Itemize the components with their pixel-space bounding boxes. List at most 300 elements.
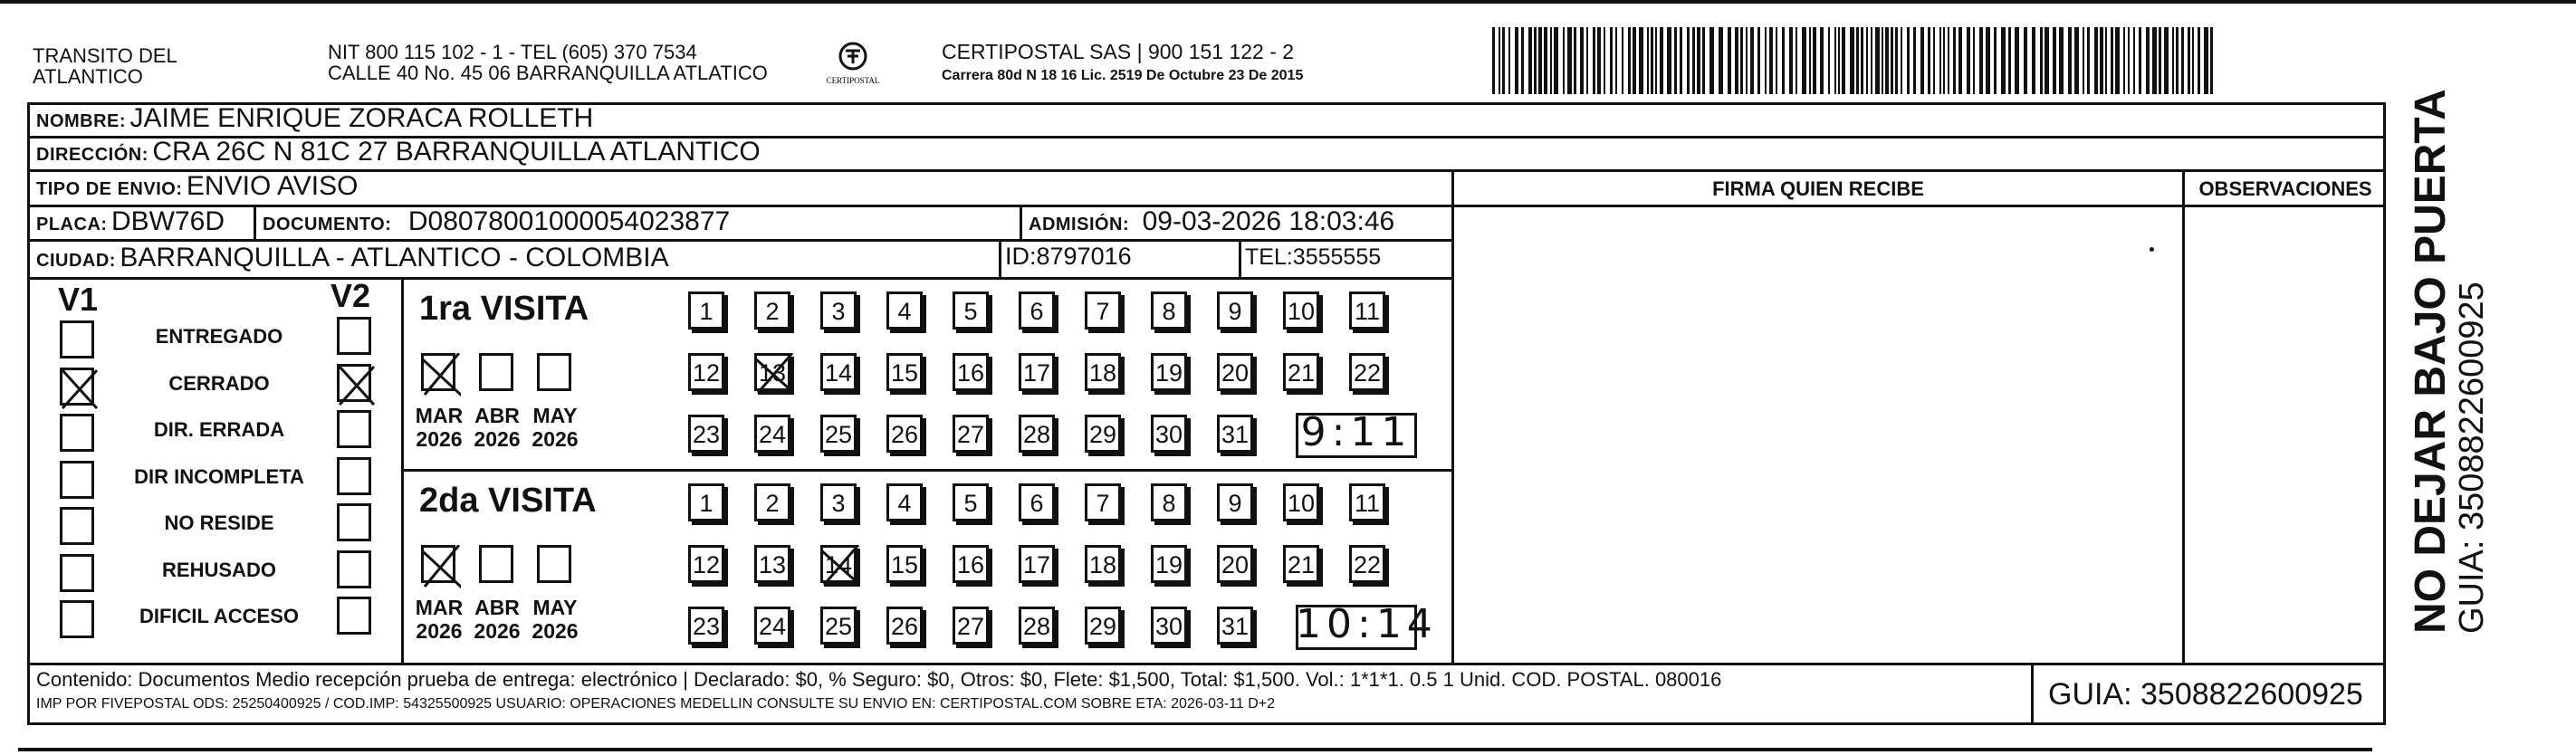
- barcode-bar: [1586, 27, 1588, 94]
- address-line: CALLE 40 No. 45 06 BARRANQUILLA ATLATICO: [328, 62, 768, 84]
- visit-title: 2da VISITA: [419, 482, 597, 520]
- city-row-rule: [27, 277, 1453, 280]
- barcode-bar: [2152, 27, 2157, 94]
- barcode: [1492, 27, 2217, 94]
- signature-header: FIRMA QUIEN RECIBE: [1712, 177, 1924, 200]
- id-label: ID:: [1005, 243, 1037, 270]
- plate-value: DBW76D: [111, 206, 225, 236]
- admission-field: [1029, 206, 1394, 237]
- month-checkbox[interactable]: [421, 545, 455, 583]
- barcode-bar: [1728, 27, 1731, 94]
- barcode-bar: [2100, 27, 2103, 94]
- company-line-1: TRANSITO DEL: [33, 44, 177, 67]
- barcode-bar: [2001, 27, 2006, 94]
- day-box[interactable]: 26: [886, 607, 923, 645]
- barcode-bar: [1639, 27, 1643, 94]
- barcode-bar: [1907, 27, 1910, 94]
- visit-title: 1ra VISITA: [419, 290, 589, 328]
- barcode-bar: [1687, 27, 1690, 94]
- barcode-bar: [1842, 27, 1845, 94]
- day-box[interactable]: 9: [1217, 291, 1253, 330]
- document-field: [263, 206, 730, 237]
- carrier-line: CERTIPOSTAL SAS | 900 151 122 - 2: [942, 40, 1295, 63]
- city-field: [36, 243, 669, 273]
- barcode-bar: [2198, 27, 2200, 94]
- barcode-bar: [1740, 27, 1743, 94]
- address-row-rule: [27, 169, 2386, 172]
- barcode-bar: [2105, 27, 2107, 94]
- barcode-bar: [2068, 27, 2072, 94]
- observations-header: OBSERVACIONES: [2198, 177, 2372, 200]
- address-label: DIRECCIÓN:: [36, 145, 148, 165]
- barcode-bar: [1550, 27, 1552, 94]
- day-box[interactable]: 27: [953, 415, 989, 453]
- day-box[interactable]: 17: [1019, 545, 1055, 583]
- v1-checkbox[interactable]: [60, 320, 94, 358]
- day-box[interactable]: 24: [754, 415, 790, 453]
- day-box[interactable]: 11: [1349, 291, 1385, 330]
- day-box[interactable]: 13: [754, 353, 790, 391]
- barcode-bar: [1697, 27, 1700, 94]
- barcode-bar: [1615, 27, 1617, 94]
- v2-checkbox[interactable]: [337, 457, 371, 495]
- barcode-bar: [1528, 27, 1532, 94]
- day-box[interactable]: 11: [1349, 483, 1385, 521]
- day-box[interactable]: 19: [1151, 353, 1187, 391]
- barcode-bar: [1574, 27, 1576, 94]
- barcode-bar: [1979, 27, 1983, 94]
- barcode-bar: [1871, 27, 1872, 94]
- day-box[interactable]: 16: [953, 353, 989, 391]
- barcode-bar: [1628, 27, 1631, 94]
- logo-text: CERTIPOSTAL: [826, 76, 880, 85]
- v1-checkbox[interactable]: [60, 414, 94, 452]
- barcode-bar: [1813, 27, 1816, 94]
- barcode-bar: [1948, 27, 1949, 94]
- barcode-bar: [2087, 27, 2090, 94]
- status-reason-label: DIR INCOMPLETA: [134, 464, 304, 488]
- barcode-bar: [1861, 27, 1863, 94]
- day-box[interactable]: 4: [886, 291, 923, 330]
- barcode-bar: [1866, 27, 1868, 94]
- x-mark-icon: [336, 363, 378, 408]
- status-reason-label: REHUSADO: [162, 558, 276, 581]
- day-box[interactable]: 25: [820, 607, 857, 645]
- barcode-bar: [2115, 27, 2120, 94]
- status-reason-label: CERRADO: [168, 371, 270, 395]
- barcode-bar: [2188, 27, 2190, 94]
- barcode-bar: [1567, 27, 1572, 94]
- barcode-bar: [2204, 27, 2208, 94]
- barcode-bar: [1953, 27, 1956, 94]
- barcode-bar: [1544, 27, 1547, 94]
- day-box[interactable]: 10: [1283, 291, 1319, 330]
- visit-separator-rule: [401, 469, 1453, 472]
- day-box[interactable]: 20: [1217, 353, 1253, 391]
- barcode-bar: [1534, 27, 1537, 94]
- day-box[interactable]: 31: [1217, 415, 1253, 453]
- barcode-bar: [1660, 27, 1663, 94]
- day-box[interactable]: 16: [953, 545, 989, 583]
- barcode-bar: [1838, 27, 1840, 94]
- barcode-bar: [2128, 27, 2130, 94]
- v1-checkbox[interactable]: [60, 507, 94, 545]
- barcode-bar: [1667, 27, 1671, 94]
- license-line: Carrera 80d N 18 16 Lic. 2519 De Octubre 23 De 2015: [942, 68, 1304, 83]
- plate-label: PLACA:: [36, 215, 108, 234]
- x-mark-icon: [421, 353, 461, 397]
- v2-checkbox[interactable]: [337, 503, 371, 541]
- type-row: [36, 171, 358, 202]
- barcode-bar: [1593, 27, 1595, 94]
- day-box[interactable]: 5: [953, 291, 989, 330]
- tel-field: [1245, 244, 1381, 271]
- barcode-bar: [2083, 27, 2084, 94]
- x-mark-icon: [421, 545, 461, 588]
- x-mark-icon: [59, 367, 101, 412]
- month-name: ABR: [474, 596, 520, 619]
- barcode-bar: [1882, 27, 1883, 94]
- month-year: 2026: [474, 427, 521, 451]
- day-box[interactable]: 26: [886, 415, 923, 453]
- status-reason-label: DIFICIL ACCESO: [139, 605, 299, 627]
- barcode-bar: [1633, 27, 1636, 94]
- side-warning: [2407, 89, 2491, 634]
- observations-area[interactable]: [2185, 207, 2386, 663]
- barcode-bar: [2139, 27, 2141, 94]
- barcode-bar: [1597, 27, 1601, 94]
- day-box[interactable]: 2: [754, 291, 790, 330]
- v2-checkbox[interactable]: [337, 550, 371, 588]
- barcode-bar: [2008, 27, 2011, 94]
- barcode-bar: [1735, 27, 1738, 94]
- day-box[interactable]: 25: [820, 415, 857, 453]
- status-reason-label: ENTREGADO: [155, 325, 283, 348]
- day-box[interactable]: 21: [1283, 353, 1319, 391]
- v1-label: V1: [58, 281, 99, 318]
- month-label: [528, 404, 582, 451]
- certipostal-logo-icon: [826, 40, 880, 91]
- bottom-rule: [18, 748, 2372, 751]
- month-checkbox[interactable]: [537, 353, 571, 391]
- v1-checkbox[interactable]: [60, 461, 94, 499]
- day-box[interactable]: 22: [1349, 545, 1385, 583]
- month-label: [412, 404, 466, 451]
- barcode-bar: [1885, 27, 1889, 94]
- day-box[interactable]: 29: [1085, 607, 1121, 645]
- barcode-bar: [1563, 27, 1565, 94]
- barcode-bar: [2045, 27, 2049, 94]
- barcode-bar: [1856, 27, 1859, 94]
- v2-label: V2: [330, 277, 371, 314]
- barcode-bar: [1802, 27, 1806, 94]
- month-name: ABR: [474, 404, 520, 427]
- barcode-bar: [1939, 27, 1941, 94]
- barcode-bar: [1820, 27, 1824, 94]
- barcode-bar: [2172, 27, 2174, 94]
- address-row: [36, 137, 761, 167]
- barcode-bar: [1933, 27, 1935, 94]
- name-label: NOMBRE:: [36, 111, 127, 131]
- barcode-bar: [2146, 27, 2150, 94]
- month-name: MAY: [532, 596, 578, 619]
- plate-field: [36, 206, 225, 237]
- barcode-bar: [1647, 27, 1649, 94]
- day-box[interactable]: 10: [1283, 483, 1319, 521]
- barcode-bar: [1913, 27, 1916, 94]
- barcode-bar: [2164, 27, 2169, 94]
- tel-value: 3555555: [1292, 244, 1382, 270]
- month-year: 2026: [531, 427, 579, 451]
- tel-divider: [1239, 239, 1241, 277]
- day-box[interactable]: 13: [754, 545, 790, 583]
- day-box[interactable]: 14: [820, 545, 857, 583]
- barcode-bar: [1499, 27, 1500, 94]
- barcode-bar: [1967, 27, 1970, 94]
- day-box[interactable]: 17: [1019, 353, 1055, 391]
- month-label: [470, 596, 524, 643]
- barcode-bar: [1651, 27, 1653, 94]
- barcode-bar: [1515, 27, 1518, 94]
- month-checkbox[interactable]: [421, 353, 455, 391]
- side-warning-line2: GUIA: 3508822600925: [2453, 282, 2491, 634]
- barcode-bar: [1502, 27, 1505, 94]
- barcode-bar: [1796, 27, 1797, 94]
- admission-divider: [1020, 205, 1022, 239]
- top-rule: [0, 0, 2576, 4]
- day-box[interactable]: 15: [886, 353, 923, 391]
- signature-area[interactable]: [1454, 207, 2182, 663]
- visit-time: 9:11: [1300, 409, 1412, 455]
- barcode-bar: [2024, 27, 2027, 94]
- day-box[interactable]: 30: [1151, 415, 1187, 453]
- month-name: MAY: [532, 404, 578, 427]
- month-year: 2026: [416, 427, 463, 451]
- id-divider: [999, 239, 1001, 277]
- barcode-bar: [1674, 27, 1677, 94]
- plate-divider: [254, 205, 256, 239]
- v1-checkbox[interactable]: [60, 554, 94, 592]
- name-value: JAIME ENRIQUE ZORACA ROLLETH: [129, 103, 594, 133]
- v2-checkbox[interactable]: [337, 410, 371, 448]
- day-box[interactable]: 2: [754, 483, 790, 521]
- day-box[interactable]: 18: [1085, 545, 1121, 583]
- status-left-border: [401, 277, 404, 663]
- day-box[interactable]: 1: [688, 483, 724, 521]
- barcode-bar: [1895, 27, 1898, 94]
- day-box[interactable]: 28: [1019, 607, 1055, 645]
- barcode-bar: [2181, 27, 2184, 94]
- barcode-bar: [2015, 27, 2019, 94]
- month-name: MAR: [415, 404, 464, 427]
- barcode-bar: [1604, 27, 1605, 94]
- barcode-bar: [1492, 27, 1495, 94]
- x-mark-icon: [754, 353, 794, 395]
- barcode-bar: [2053, 27, 2056, 94]
- v2-checkbox[interactable]: [337, 317, 371, 355]
- v2-checkbox[interactable]: [337, 597, 371, 635]
- day-box[interactable]: 24: [754, 607, 790, 645]
- day-box[interactable]: 5: [953, 483, 989, 521]
- day-box[interactable]: 12: [688, 545, 724, 583]
- barcode-bar: [2040, 27, 2043, 94]
- barcode-bar: [1622, 27, 1623, 94]
- barcode-bar: [1928, 27, 1930, 94]
- barcode-bar: [2123, 27, 2125, 94]
- content-line: Contenido: Documentos Medio recepción prueba de entrega: electrónico | Declarado: $0, % Seguro: $0, Otros: $0, Flete: $1,500, Total: $1,500. Vol.: 1*1*1. 0.5 1 Unid. COD. POSTAL. 080016: [36, 668, 1722, 691]
- company-line-2: ATLANTICO: [33, 65, 143, 88]
- id-value: 8797016: [1036, 243, 1132, 270]
- day-box[interactable]: 1: [688, 291, 724, 330]
- barcode-bar: [2159, 27, 2161, 94]
- day-box[interactable]: 12: [688, 353, 724, 391]
- type-label: TIPO DE ENVIO:: [36, 179, 183, 199]
- month-name: MAR: [415, 596, 464, 619]
- month-checkbox[interactable]: [537, 545, 571, 583]
- day-box[interactable]: 23: [688, 415, 724, 453]
- barcode-bar: [1746, 27, 1748, 94]
- barcode-bar: [1769, 27, 1773, 94]
- barcode-bar: [1580, 27, 1584, 94]
- barcode-bar: [2192, 27, 2194, 94]
- day-box[interactable]: 6: [1019, 291, 1055, 330]
- day-box[interactable]: 8: [1151, 291, 1187, 330]
- month-year: 2026: [474, 619, 521, 643]
- barcode-bar: [1538, 27, 1542, 94]
- barcode-bar: [1757, 27, 1760, 94]
- admission-value: 09-03-2026 18:03:46: [1142, 206, 1395, 236]
- carrier-info: [942, 40, 1303, 84]
- barcode-bar: [1789, 27, 1793, 94]
- barcode-bar: [1834, 27, 1836, 94]
- status-reason-label: DIR. ERRADA: [153, 418, 285, 441]
- day-box[interactable]: 7: [1085, 291, 1121, 330]
- barcode-bar: [1521, 27, 1524, 94]
- company-name: [33, 45, 177, 87]
- barcode-bar: [1709, 27, 1714, 94]
- barcode-bar: [2074, 27, 2079, 94]
- day-box[interactable]: 28: [1019, 415, 1055, 453]
- barcode-bar: [1782, 27, 1785, 94]
- barcode-bar: [1719, 27, 1723, 94]
- address-value: CRA 26C N 81C 27 BARRANQUILLA ATLANTICO: [152, 137, 761, 167]
- guide-number: GUIA: 3508822600925: [2048, 677, 2363, 712]
- ink-dot: [2150, 247, 2154, 252]
- side-warning-line1: NO DEJAR BAJO PUERTA: [2407, 89, 2455, 634]
- barcode-bar: [1702, 27, 1705, 94]
- barcode-bar: [2059, 27, 2064, 94]
- guide-divider: [2031, 663, 2034, 725]
- day-box[interactable]: 8: [1151, 483, 1187, 521]
- document-label: DOCUMENTO:: [263, 215, 392, 234]
- barcode-bar: [1692, 27, 1695, 94]
- barcode-bar: [1986, 27, 1990, 94]
- day-box[interactable]: 19: [1151, 545, 1187, 583]
- month-checkbox[interactable]: [479, 545, 513, 583]
- x-mark-icon: [820, 545, 860, 587]
- day-box[interactable]: 6: [1019, 483, 1055, 521]
- month-checkbox[interactable]: [479, 353, 513, 391]
- barcode-bar: [1554, 27, 1558, 94]
- day-box[interactable]: 27: [953, 607, 989, 645]
- city-value: BARRANQUILLA - ATLANTICO - COLOMBIA: [120, 243, 669, 272]
- document-value: D08078001000054023877: [407, 206, 731, 236]
- barcode-bar: [2210, 27, 2213, 94]
- barcode-bar: [2111, 27, 2113, 94]
- day-box[interactable]: 14: [820, 353, 857, 391]
- day-box[interactable]: 4: [886, 483, 923, 521]
- v2-checkbox[interactable]: [337, 364, 371, 402]
- company-contact: [328, 42, 768, 83]
- v1-checkbox[interactable]: [60, 600, 94, 638]
- city-label: CIUDAD:: [36, 251, 116, 271]
- print-line: IMP POR FIVEPOSTAL ODS: 25250400925 / COD.IMP: 54325500925 USUARIO: OPERACIONES MEDELLIN CONSULTE SU ENVIO EN: CERTIPOSTAL.COM SOBRE ETA: 2026-03-11 D+2: [36, 696, 1276, 712]
- status-reason-label: NO RESIDE: [164, 511, 274, 534]
- day-box[interactable]: 9: [1217, 483, 1253, 521]
- barcode-bar: [1958, 27, 1962, 94]
- barcode-bar: [1943, 27, 1945, 94]
- month-label: [528, 596, 582, 643]
- barcode-bar: [1655, 27, 1657, 94]
- day-box[interactable]: 3: [820, 291, 857, 330]
- admission-label: ADMISIÓN:: [1029, 215, 1130, 234]
- barcode-bar: [2133, 27, 2135, 94]
- barcode-bar: [1850, 27, 1854, 94]
- visit-time: 10:14: [1296, 601, 1438, 647]
- barcode-bar: [1891, 27, 1893, 94]
- day-box[interactable]: 31: [1217, 607, 1253, 645]
- day-box[interactable]: 22: [1349, 353, 1385, 391]
- month-label: [470, 404, 524, 451]
- barcode-bar: [1901, 27, 1902, 94]
- barcode-bar: [1610, 27, 1613, 94]
- day-box[interactable]: 29: [1085, 415, 1121, 453]
- month-year: 2026: [416, 619, 463, 643]
- v1-checkbox[interactable]: [60, 368, 94, 406]
- day-box[interactable]: 23: [688, 607, 724, 645]
- month-year: 2026: [531, 619, 579, 643]
- day-box[interactable]: 21: [1283, 545, 1319, 583]
- day-box[interactable]: 3: [820, 483, 857, 521]
- certipostal-logo: [826, 40, 880, 91]
- name-row: [36, 103, 593, 134]
- barcode-bar: [1828, 27, 1830, 94]
- day-box[interactable]: 30: [1151, 607, 1187, 645]
- tel-label: TEL:: [1245, 244, 1293, 270]
- day-box[interactable]: 7: [1085, 483, 1121, 521]
- barcode-bar: [1920, 27, 1924, 94]
- barcode-bar: [1750, 27, 1754, 94]
- id-field: [1005, 243, 1132, 271]
- barcode-bar: [1809, 27, 1811, 94]
- barcode-bar: [1994, 27, 1997, 94]
- barcode-bar: [1875, 27, 1880, 94]
- barcode-bar: [2176, 27, 2179, 94]
- barcode-bar: [1765, 27, 1767, 94]
- barcode-bar: [2094, 27, 2098, 94]
- barcode-bar: [1680, 27, 1682, 94]
- barcode-bar: [1508, 27, 1510, 94]
- barcode-bar: [2032, 27, 2035, 94]
- barcode-bar: [1973, 27, 1975, 94]
- month-label: [412, 596, 466, 643]
- day-box[interactable]: 18: [1085, 353, 1121, 391]
- nit-line: NIT 800 115 102 - 1 - TEL (605) 370 7534: [328, 41, 697, 63]
- day-box[interactable]: 20: [1217, 545, 1253, 583]
- day-box[interactable]: 15: [886, 545, 923, 583]
- type-value: ENVIO AVISO: [186, 171, 359, 201]
- barcode-bar: [1776, 27, 1777, 94]
